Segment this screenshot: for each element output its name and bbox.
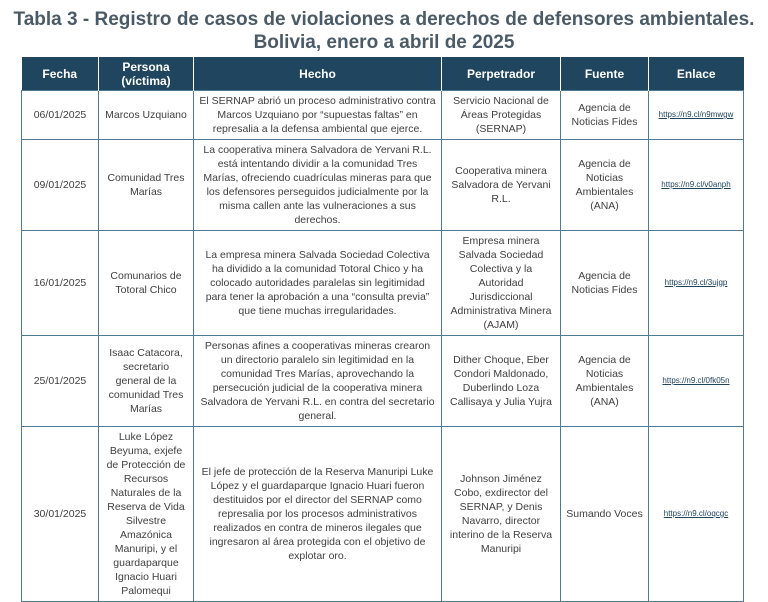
cell-fuente: Agencia de Noticias Ambientales (ANA) xyxy=(561,336,649,427)
cell-fecha: 30/01/2025 xyxy=(22,427,99,602)
title-line-1: Tabla 3 - Registro de casos de violaciones a derechos de defensores ambientales. xyxy=(13,9,755,30)
cell-enlace xyxy=(649,336,744,427)
cell-fecha: 25/01/2025 xyxy=(22,336,99,427)
title-line-2: Bolivia, enero a abril de 2025 xyxy=(253,32,515,53)
header-hecho: Hecho xyxy=(194,57,442,91)
source-link[interactable]: https://n9.cl/3ujgp xyxy=(664,278,728,287)
table-row xyxy=(22,140,744,231)
cell-hecho: La cooperativa minera Salvadora de Yervani R.L. está intentando dividir a la comunidad Tres Marías, ofreciendo cuadrículas mineras para que los defensores perseguidos judicialmente por la misma callen ante las vulneraciones a sus derechos. xyxy=(194,140,442,231)
cell-hecho: El SERNAP abrió un proceso administrativo contra Marcos Uzquiano por “supuestas faltas” en represalia a la defensa ambiental que ejerce. xyxy=(194,91,442,140)
header-enlace: Enlace xyxy=(649,57,744,91)
header-fuente: Fuente xyxy=(561,57,649,91)
cell-fecha: 06/01/2025 xyxy=(22,91,99,140)
cell-persona: Isaac Catacora, secretario general de la comunidad Tres Marías xyxy=(99,336,194,427)
cell-perpetrador: Dither Choque, Eber Condori Maldonado, Duberlindo Loza Callisaya y Julia Yujra xyxy=(442,336,561,427)
header-fecha: Fecha xyxy=(22,57,99,91)
cell-enlace xyxy=(649,91,744,140)
source-link[interactable]: https://n9.cl/v0anph xyxy=(661,180,731,189)
cell-enlace xyxy=(649,231,744,336)
source-link[interactable]: https://n9.cl/0fk05n xyxy=(662,376,730,385)
table-row xyxy=(22,91,744,140)
cases-table xyxy=(21,57,744,602)
cell-persona: Marcos Uzquiano xyxy=(99,91,194,140)
cell-hecho: Personas afines a cooperativas mineras crearon un directorio paralelo sin legitimidad en la comunidad Tres Marías, aprovechando la persecución judicial de la cooperativa minera Salvadora de Yervani R.L. en contra del secretario general. xyxy=(194,336,442,427)
cell-fuente: Agencia de Noticias Fides xyxy=(561,231,649,336)
cell-persona: Luke López Beyuma, exjefe de Protección de Recursos Naturales de la Reserva de Vida Silvestre Amazónica Manuripi, y el guardaparque Ignacio Huari Palomequi xyxy=(99,427,194,602)
source-link[interactable]: https://n9.cl/oqcgc xyxy=(663,509,729,518)
cell-perpetrador: Cooperativa minera Salvadora de Yervani R.L. xyxy=(442,140,561,231)
table-row xyxy=(22,336,744,427)
cell-hecho: La empresa minera Salvada Sociedad Colectiva ha dividido a la comunidad Totoral Chico y ha colocado autoridades paralelas sin legitimidad para tener la aprobación a una “consulta previa” que tiene muchas irregularidades. xyxy=(194,231,442,336)
cell-persona: Comunarios de Totoral Chico xyxy=(99,231,194,336)
header-row xyxy=(22,57,744,91)
cell-perpetrador: Servicio Nacional de Áreas Protegidas (SERNAP) xyxy=(442,91,561,140)
table-row xyxy=(22,231,744,336)
cell-persona: Comunidad Tres Marías xyxy=(99,140,194,231)
cell-perpetrador: Johnson Jiménez Cobo, exdirector del SERNAP, y Denis Navarro, director interino de la Reserva Manuripi xyxy=(442,427,561,602)
cell-perpetrador: Empresa minera Salvada Sociedad Colectiva y la Autoridad Jurisdiccional Administrativa Minera (AJAM) xyxy=(442,231,561,336)
cell-enlace xyxy=(649,140,744,231)
cell-fuente: Sumando Voces xyxy=(561,427,649,602)
cell-fecha: 09/01/2025 xyxy=(22,140,99,231)
cell-enlace xyxy=(649,427,744,602)
header-perpetrador: Perpetrador xyxy=(442,57,561,91)
cell-fecha: 16/01/2025 xyxy=(22,231,99,336)
header-persona: Persona (víctima) xyxy=(99,57,194,91)
table-title xyxy=(0,8,768,54)
table-row xyxy=(22,427,744,602)
cell-fuente: Agencia de Noticias Fides xyxy=(561,91,649,140)
cell-hecho: El jefe de protección de la Reserva Manuripi Luke López y el guardaparque Ignacio Huari fueron destituidos por el director del SERNAP como represalia por los procesos administrativos realizados en contra de mineros ilegales que ingresaron al área protegida con el objetivo de explotar oro. xyxy=(194,427,442,602)
source-link[interactable]: https://n9.cl/n9mwgw xyxy=(658,110,734,119)
cell-fuente: Agencia de Noticias Ambientales (ANA) xyxy=(561,140,649,231)
